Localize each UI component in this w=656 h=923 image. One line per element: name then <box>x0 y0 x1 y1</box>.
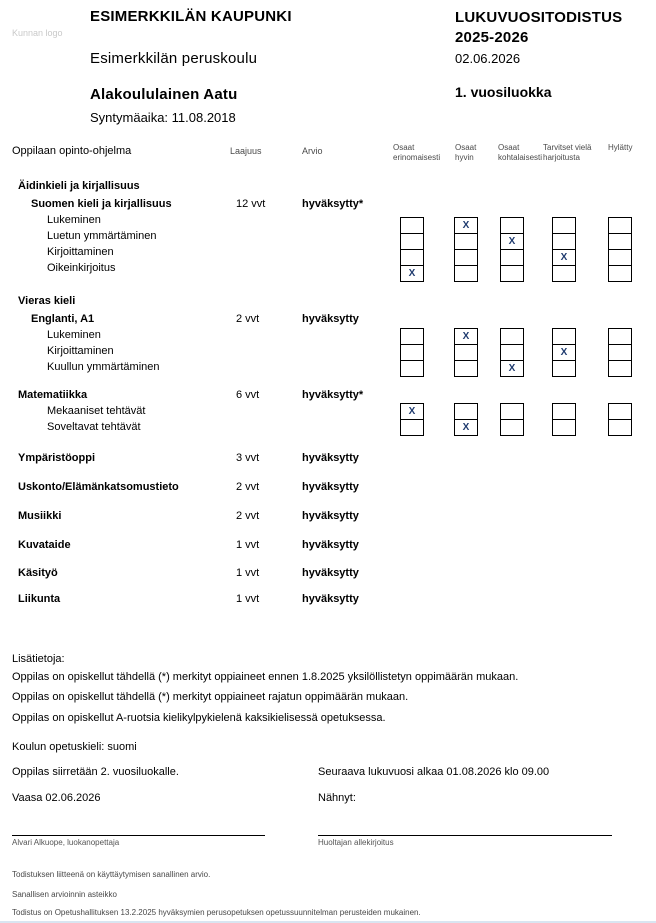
rating-mark-x: X <box>462 422 470 433</box>
subject-row <box>0 452 656 468</box>
rating-cell[interactable] <box>400 419 424 436</box>
document-title <box>455 8 622 48</box>
place-and-date: Vaasa 02.06.2026 <box>12 792 101 804</box>
school-name: Esimerkkilän peruskoulu <box>90 50 258 67</box>
subject-grade: hyväksytty* <box>302 198 364 210</box>
subject-part-label: Soveltavat tehtävät <box>47 421 141 433</box>
rating-cell[interactable] <box>400 265 424 282</box>
subject-scope: 12 vvt <box>236 198 266 210</box>
column-header-program: Oppilaan opinto-ohjelma <box>12 145 132 157</box>
rating-cell[interactable] <box>454 403 478 420</box>
subject-scope: 2 vvt <box>236 510 260 522</box>
rating-mark-x: X <box>408 406 416 417</box>
rating-mark-x: X <box>508 363 516 374</box>
extra-info-line: Oppilas on opiskellut tähdellä (*) merkityt oppiaineet ennen 1.8.2025 yksilöllistetyn oppimäärän mukaan. <box>12 671 519 683</box>
subject-name: Matematiikka <box>18 389 88 401</box>
rating-cell[interactable] <box>608 328 632 345</box>
rating-cell[interactable] <box>400 249 424 266</box>
student-name: Alakoululainen Aatu <box>90 86 238 103</box>
rating-cell[interactable] <box>500 360 524 377</box>
subject-name: Uskonto/Elämänkatsomustieto <box>18 481 179 493</box>
rating-cell[interactable] <box>608 403 632 420</box>
subject-part-label: Oikeinkirjoitus <box>47 262 116 274</box>
subject-scope: 6 vvt <box>236 389 260 401</box>
rating-cell[interactable] <box>500 249 524 266</box>
subject-row <box>0 539 656 555</box>
column-header-grade: Arvio <box>302 146 323 156</box>
rating-cell[interactable] <box>500 233 524 250</box>
rating-cell[interactable] <box>454 217 478 234</box>
rating-cell[interactable] <box>608 217 632 234</box>
subject-name: Ympäristöoppi <box>18 452 96 464</box>
rating-cell[interactable] <box>400 403 424 420</box>
subject-grade: hyväksytty <box>302 510 359 522</box>
subject-group-row <box>0 180 656 196</box>
rating-cell[interactable] <box>400 233 424 250</box>
rating-cell[interactable] <box>500 328 524 345</box>
rating-mark-x: X <box>560 347 568 358</box>
rating-column-header-4: Tarvitset vielä harjoitusta <box>543 143 592 163</box>
subject-row <box>0 198 656 214</box>
subject-part-label: Kirjoittaminen <box>47 246 114 258</box>
rating-column-header-2: Osaat hyvin <box>455 143 477 163</box>
subject-name: Kuvataide <box>18 539 71 551</box>
subject-grade: hyväksytty <box>302 593 359 605</box>
footnote: Todistuksen liitteenä on käyttäytymisen sanallinen arvio. <box>12 870 211 879</box>
rating-column-header-3: Osaat kohtalaisesti <box>498 143 543 163</box>
subject-part-label: Lukeminen <box>47 214 101 226</box>
rating-cell[interactable] <box>608 265 632 282</box>
subject-name: Liikunta <box>18 593 61 605</box>
subject-grade: hyväksytty <box>302 452 359 464</box>
teacher-signature-line <box>12 835 265 836</box>
rating-cell[interactable] <box>500 344 524 361</box>
rating-cell[interactable] <box>552 419 576 436</box>
subject-group-label: Vieras kieli <box>18 295 76 307</box>
rating-cell[interactable] <box>400 217 424 234</box>
subject-scope: 2 vvt <box>236 481 260 493</box>
subject-scope: 1 vvt <box>236 593 260 605</box>
rating-cell[interactable] <box>454 265 478 282</box>
subject-name: Suomen kieli ja kirjallisuus <box>31 198 172 210</box>
rating-cell[interactable] <box>552 249 576 266</box>
rating-cell[interactable] <box>552 265 576 282</box>
subject-grade: hyväksytty* <box>302 389 364 401</box>
city-title: ESIMERKKILÄN KAUPUNKI <box>90 8 292 25</box>
rating-mark-x: X <box>462 220 470 231</box>
rating-cell[interactable] <box>608 344 632 361</box>
subject-scope: 1 vvt <box>236 539 260 551</box>
rating-cell[interactable] <box>454 360 478 377</box>
rating-cell[interactable] <box>552 344 576 361</box>
rating-cell[interactable] <box>500 217 524 234</box>
subject-row <box>0 593 656 609</box>
subject-name: Musiikki <box>18 510 62 522</box>
subject-part-label: Kirjoittaminen <box>47 345 114 357</box>
rating-cell[interactable] <box>454 419 478 436</box>
subject-scope: 2 vvt <box>236 313 260 325</box>
column-header-scope: Laajuus <box>230 146 262 156</box>
subject-scope: 3 vvt <box>236 452 260 464</box>
rating-cell[interactable] <box>454 328 478 345</box>
subject-part-label: Luetun ymmärtäminen <box>47 230 157 242</box>
rating-column-header-1: Osaat erinomaisesti <box>393 143 441 163</box>
rating-mark-x: X <box>408 268 416 279</box>
rating-column-header-5: Hylätty <box>608 143 633 152</box>
document-date: 02.06.2026 <box>455 51 521 66</box>
promotion-statement: Oppilas siirretään 2. vuosiluokalle. <box>12 766 179 778</box>
rating-mark-x: X <box>462 331 470 342</box>
subject-part-label: Kuullun ymmärtäminen <box>47 361 160 373</box>
rating-cell[interactable] <box>500 265 524 282</box>
next-year-info: Seuraava lukuvuosi alkaa 01.08.2026 klo 09.00 <box>318 766 550 778</box>
rating-cell[interactable] <box>608 419 632 436</box>
school-language: Koulun opetuskieli: suomi <box>12 741 137 753</box>
rating-mark-x: X <box>508 236 516 247</box>
rating-cell[interactable] <box>500 419 524 436</box>
rating-cell[interactable] <box>400 360 424 377</box>
subject-part-label: Mekaaniset tehtävät <box>47 405 146 417</box>
subject-grade: hyväksytty <box>302 313 359 325</box>
subject-name: Käsityö <box>18 567 58 579</box>
grade-level: 1. vuosiluokka <box>455 84 552 100</box>
rating-mark-x: X <box>560 252 568 263</box>
subject-row <box>0 313 656 329</box>
subject-grade: hyväksytty <box>302 539 359 551</box>
guardian-signature-label: Huoltajan allekirjoitus <box>318 838 394 847</box>
extra-info-line: Oppilas on opiskellut A-ruotsia kielikylpykielenä kaksikielisessä opetuksessa. <box>12 712 386 724</box>
rating-cell[interactable] <box>500 403 524 420</box>
document-title-line2: 2025-2026 <box>455 29 529 46</box>
subject-group-row <box>0 295 656 311</box>
seen-label: Nähnyt: <box>318 792 356 804</box>
guardian-signature-line <box>318 835 612 836</box>
rating-cell[interactable] <box>552 233 576 250</box>
rating-cell[interactable] <box>400 328 424 345</box>
subject-scope: 1 vvt <box>236 567 260 579</box>
municipality-logo-placeholder: Kunnan logo <box>12 28 63 38</box>
subject-grade: hyväksytty <box>302 481 359 493</box>
subject-name: Englanti, A1 <box>31 313 95 325</box>
subject-grade: hyväksytty <box>302 567 359 579</box>
extra-info-line: Oppilas on opiskellut tähdellä (*) merkityt oppiaineet rajatun oppimäärän mukaan. <box>12 691 409 703</box>
rating-cell[interactable] <box>608 233 632 250</box>
rating-cell[interactable] <box>454 344 478 361</box>
student-birthdate: Syntymäaika: 11.08.2018 <box>90 110 236 125</box>
subject-row <box>0 567 656 583</box>
rating-cell[interactable] <box>454 249 478 266</box>
subject-group-label: Äidinkieli ja kirjallisuus <box>18 180 140 192</box>
rating-cell[interactable] <box>400 344 424 361</box>
document-title-line1: LUKUVUOSITODISTUS <box>455 9 623 26</box>
rating-cell[interactable] <box>552 217 576 234</box>
rating-cell[interactable] <box>608 360 632 377</box>
rating-cell[interactable] <box>552 328 576 345</box>
teacher-signature-label: Alvari Alkuope, luokanopettaja <box>12 838 120 847</box>
footnote: Todistus on Opetushallituksen 13.2.2025 hyväksymien perusopetuksen opetussuunnitelman perusteiden mukainen. <box>12 908 421 917</box>
rating-cell[interactable] <box>552 360 576 377</box>
rating-cell[interactable] <box>552 403 576 420</box>
subject-row <box>0 481 656 497</box>
subject-part-label: Lukeminen <box>47 329 101 341</box>
footnote: Sanallisen arvioinnin asteikko <box>12 890 117 899</box>
rating-cell[interactable] <box>608 249 632 266</box>
extra-info-label: Lisätietoja: <box>12 653 65 665</box>
subject-row <box>0 510 656 526</box>
rating-cell[interactable] <box>454 233 478 250</box>
